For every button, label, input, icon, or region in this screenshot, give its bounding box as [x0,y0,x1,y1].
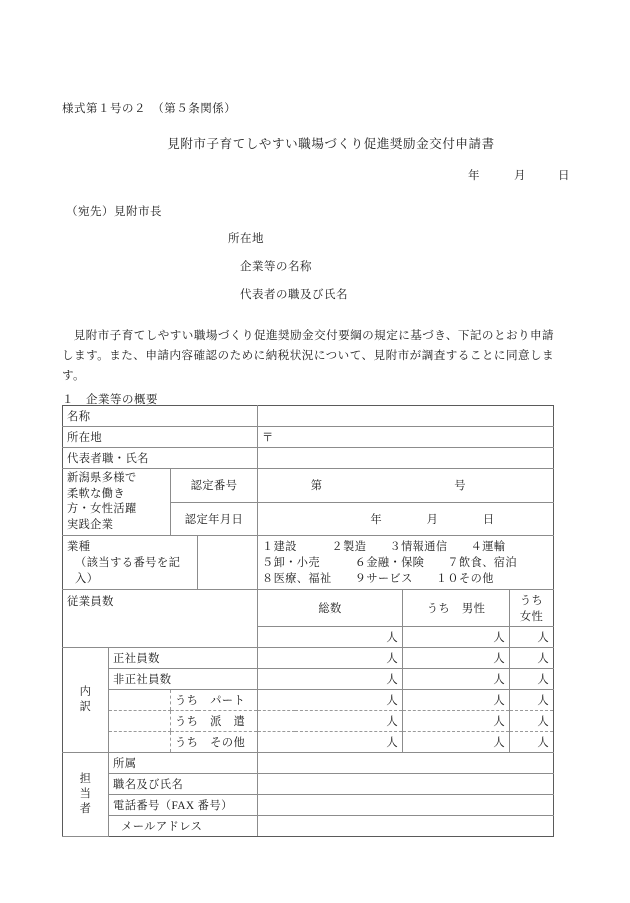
regular-female-value[interactable]: 人 [510,648,554,669]
document-title: 見附市子育てしやすい職場づくり促進奨励金交付申請書 [167,137,495,151]
dispatch-female-value[interactable]: 人 [510,711,554,732]
submission-date-line [468,167,570,183]
employees-label: 従業員数 [63,590,258,648]
cert-number-dai: 第 [310,480,323,493]
sub-row-indent-part [109,690,171,711]
part-time-female-value[interactable]: 人 [510,690,554,711]
contact-email-label: メールアドレス [109,816,258,837]
contact-name-value[interactable] [258,774,554,795]
date-month-label: 月 [514,170,526,182]
table-row-contact-dept [63,753,554,774]
dispatch-male-value[interactable]: 人 [403,711,510,732]
breakdown-label: 内 訳 [63,648,109,753]
contact-email-value[interactable] [258,816,554,837]
applicant-representative-label: 代表者の職及び氏名 [240,289,348,301]
industry-label: 業種 [67,541,91,553]
table-row-representative [63,448,554,469]
employees-total-value[interactable]: 人 [258,627,403,648]
table-row-cert-number [63,469,554,503]
nonregular-male-value[interactable]: 人 [403,669,510,690]
employees-female-value[interactable]: 人 [510,627,554,648]
cert-date-day: 日 [482,513,495,526]
address-label: 所在地 [63,427,258,448]
part-time-male-value[interactable]: 人 [403,690,510,711]
table-row-employees-header [63,590,554,627]
part-time-total-value[interactable]: 人 [258,690,403,711]
sub-row-indent-other [109,732,171,753]
date-day-label: 日 [558,170,570,182]
nonregular-total-value[interactable]: 人 [258,669,403,690]
regular-total-value[interactable]: 人 [258,648,403,669]
representative-label: 代表者職・氏名 [63,448,258,469]
other-female-value[interactable]: 人 [510,732,554,753]
other-employees-label: うち その他 [171,732,258,753]
table-row-nonregular-employees [63,669,554,690]
table-row-contact-email [63,816,554,837]
applicant-company-label: 企業等の名称 [240,261,312,273]
representative-value[interactable] [258,448,554,469]
addressee: （宛先）見附市長 [66,206,162,218]
regular-male-value[interactable]: 人 [403,648,510,669]
table-row-industry [63,536,554,590]
contact-phone-label: 電話番号（FAX 番号） [109,795,258,816]
regular-employees-label: 正社員数 [109,648,258,669]
table-row-contact-name [63,774,554,795]
cert-date-label: 認定年月日 [171,502,258,536]
table-row-regular-employees [63,648,554,669]
part-time-label: うち パート [171,690,258,711]
industry-label-cell [63,536,198,590]
cert-number-value[interactable] [258,469,554,503]
column-header-male: うち 男性 [403,590,510,627]
cert-number-gou: 号 [454,480,466,493]
column-header-female: うち 女性 [510,590,554,627]
contact-dept-label: 所属 [109,753,258,774]
table-row-address [63,427,554,448]
industry-number-input[interactable] [198,536,258,590]
cert-date-month: 月 [426,513,439,526]
table-row-other-employees [63,732,554,753]
nonregular-female-value[interactable]: 人 [510,669,554,690]
dispatch-total-value[interactable]: 人 [258,711,403,732]
other-total-value[interactable]: 人 [258,732,403,753]
address-value[interactable]: 〒 [258,427,554,448]
industry-sublabel: （該当する番号を記入） [75,557,181,585]
contact-name-label: 職名及び氏名 [109,774,258,795]
table-row-part-time [63,690,554,711]
dispatch-label: うち 派 遣 [171,711,258,732]
employees-male-value[interactable]: 人 [403,627,510,648]
column-header-total: 総数 [258,590,403,627]
sub-row-indent-dispatch [109,711,171,732]
cert-date-year: 年 [370,513,383,526]
applicant-address-label: 所在地 [228,233,264,245]
cert-date-value[interactable] [258,502,554,536]
body-paragraph: 見附市子育てしやすい職場づくり促進奨励金交付要綱の規定に基づき、下記のとおり申請します。また、申請内容確認のために納税状況について、見附市が調査することに同意します。 [62,329,554,382]
date-year-label: 年 [468,170,480,182]
contact-dept-value[interactable] [258,753,554,774]
other-male-value[interactable]: 人 [403,732,510,753]
industry-options: １建設 ２製造 ３情報通信 ４運輸 ５卸・小売 ６金融・保険 ７飲食、宿泊 ８医療、福祉 ９サービス １０その他 [258,536,554,590]
table-row-contact-phone [63,795,554,816]
cert-company-label: 新潟県多様で 柔軟な働き 方・女性活躍 実践企業 [63,469,171,536]
section-heading: １ 企業等の概要 [62,394,158,406]
company-overview-table [62,405,554,837]
name-label: 名称 [63,406,258,427]
table-row-dispatch [63,711,554,732]
contact-phone-value[interactable] [258,795,554,816]
form-number: 様式第１号の２ （第５条関係） [62,103,237,115]
table-row-name [63,406,554,427]
applicant-block [228,230,348,314]
cert-number-label: 認定番号 [171,469,258,503]
name-value[interactable] [258,406,554,427]
nonregular-employees-label: 非正社員数 [109,669,258,690]
company-overview-table-wrapper [62,405,553,837]
contact-person-label: 担 当 者 [63,753,109,837]
